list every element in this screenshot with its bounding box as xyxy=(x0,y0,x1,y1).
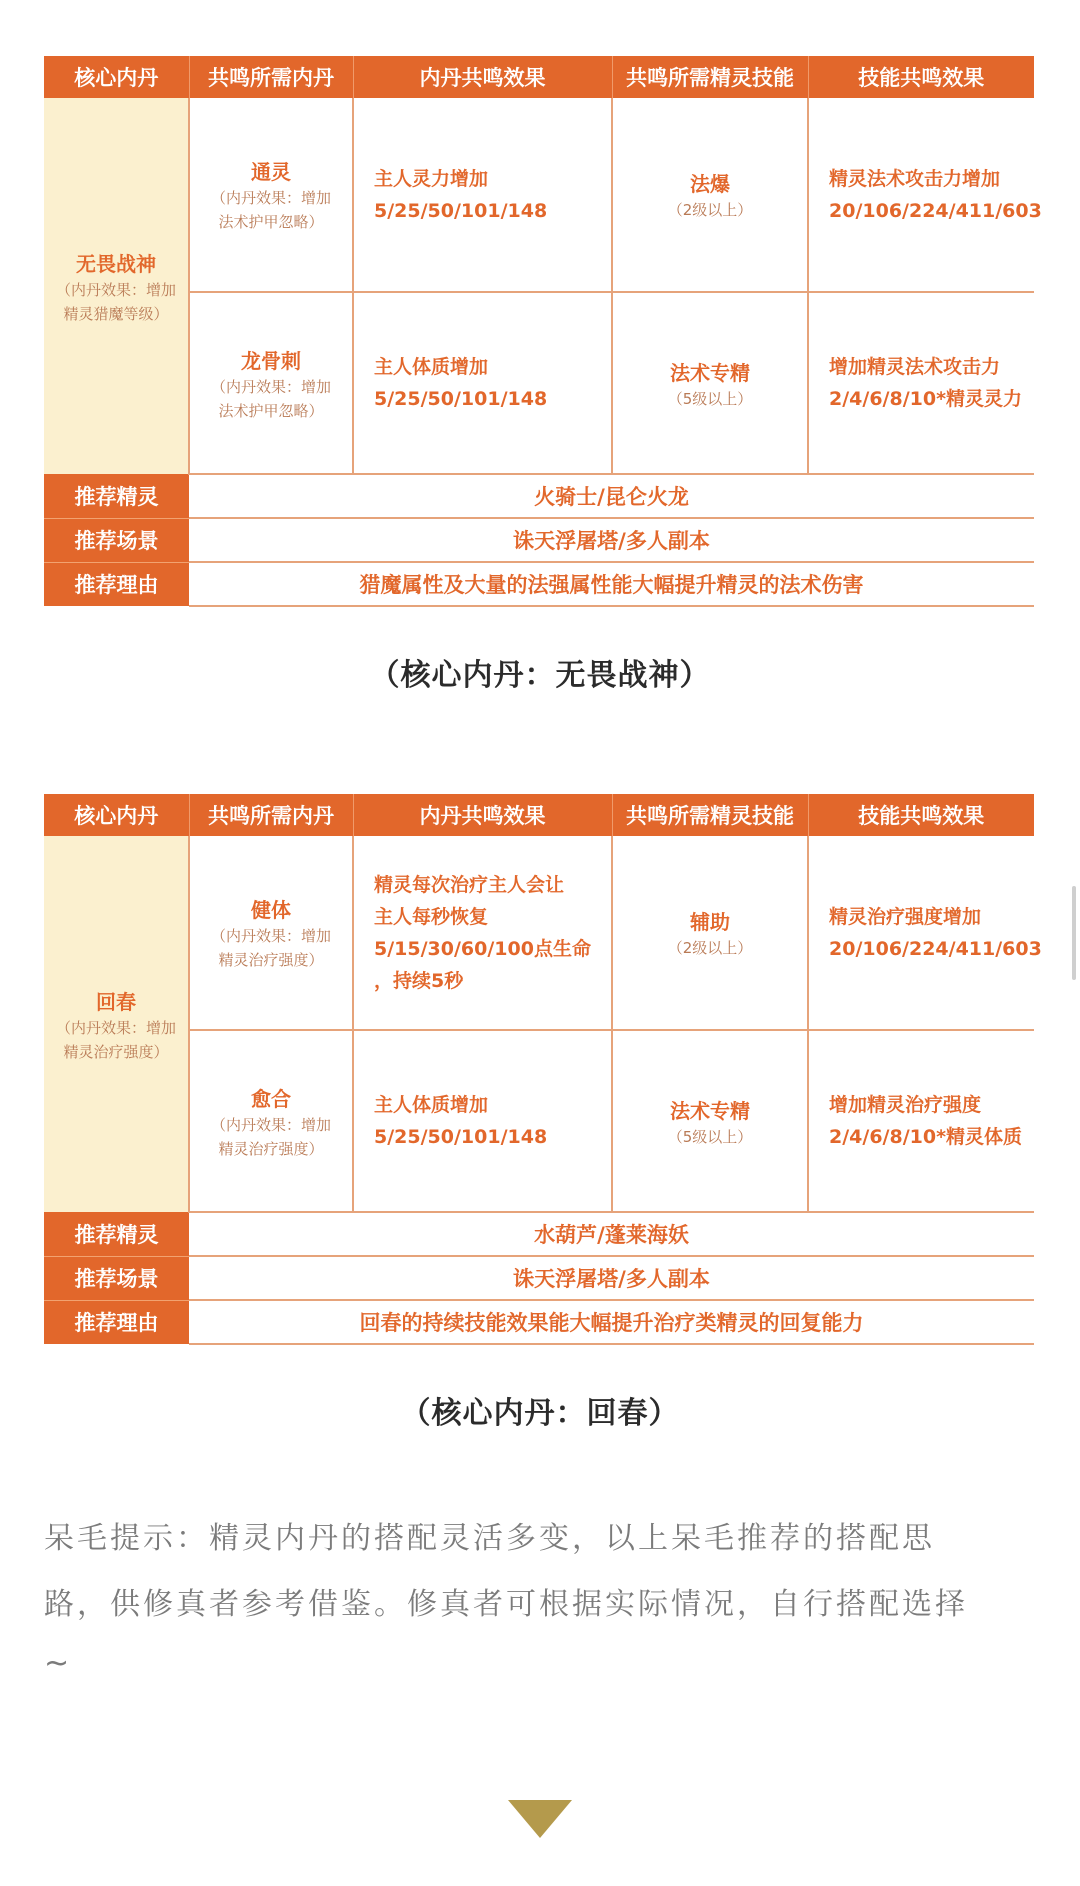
pill-note: （内丹效果：增加 xyxy=(210,189,331,207)
pill-note: 精灵治疗强度） xyxy=(218,951,324,969)
effect-values: 2/4/6/8/10*精灵体质 xyxy=(829,1126,1023,1148)
header-required-pill: 共鸣所需内丹 xyxy=(189,794,353,836)
required-skill-cell xyxy=(612,836,808,1030)
table-row xyxy=(44,292,1034,474)
pill-effect-cell xyxy=(353,836,612,1030)
effect-values: 2/4/6/8/10*精灵灵力 xyxy=(829,388,1023,410)
effect-text: 主人每秒恢复 xyxy=(374,905,489,928)
skill-note: （2级以上） xyxy=(667,939,753,957)
recommend-row xyxy=(44,1300,1034,1344)
effect-text: 精灵每次治疗主人会让 xyxy=(374,873,565,896)
pill-effect-cell xyxy=(353,98,612,292)
skill-note: （5级以上） xyxy=(667,1127,753,1146)
pill-note: 精灵治疗强度） xyxy=(218,1139,324,1158)
recommend-label: 推荐场景 xyxy=(44,518,189,562)
table-header-row xyxy=(44,794,1034,836)
effect-values: 5/25/50/101/148 xyxy=(374,199,548,222)
required-pill-cell xyxy=(189,292,353,474)
pill-name: 健体 xyxy=(251,898,291,922)
required-pill-cell xyxy=(189,98,353,292)
recommend-row xyxy=(44,1256,1034,1300)
effect-text: 主人体质增加 xyxy=(374,356,489,378)
recommend-value: 诛天浮屠塔/多人副本 xyxy=(189,518,1034,562)
core-pill-note: （内丹效果：增加 xyxy=(55,1018,176,1037)
effect-values: 5/25/50/101/148 xyxy=(374,1126,548,1148)
down-triangle-icon xyxy=(508,1800,572,1838)
table-caption: （核心内丹：无畏战神） xyxy=(369,658,711,693)
table-row xyxy=(44,98,1034,292)
header-skill-effect: 技能共鸣效果 xyxy=(808,56,1034,98)
effect-values: 20/106/224/411/603 xyxy=(829,937,1042,960)
effect-values: 5/25/50/101/148 xyxy=(374,388,548,410)
required-skill-cell xyxy=(612,292,808,474)
table-header-row xyxy=(44,56,1034,98)
tip-tilde: ~ xyxy=(44,1646,70,1681)
recommend-value: 诛天浮屠塔/多人副本 xyxy=(189,1256,1034,1300)
effect-values: 5/15/30/60/100点生命 xyxy=(374,937,591,960)
core-pill-note: （内丹效果：增加 xyxy=(55,280,176,299)
core-pill-note: 精灵猎魔等级） xyxy=(63,304,169,323)
pill-effect-cell xyxy=(353,1030,612,1212)
resonance-table-2 xyxy=(44,794,1042,1345)
skill-effect-cell xyxy=(808,98,1042,292)
header-required-skill: 共鸣所需精灵技能 xyxy=(612,794,808,836)
required-pill-cell xyxy=(189,1030,353,1212)
recommend-row xyxy=(44,562,1034,606)
header-pill-effect: 内丹共鸣效果 xyxy=(353,56,612,98)
recommend-row xyxy=(44,518,1034,562)
effect-text: 主人灵力增加 xyxy=(374,167,489,190)
effect-values: 20/106/224/411/603 xyxy=(829,199,1042,222)
effect-text: 主人体质增加 xyxy=(374,1094,489,1116)
skill-note: （5级以上） xyxy=(667,389,753,408)
tip-paragraph xyxy=(44,1506,1034,1638)
header-pill-effect: 内丹共鸣效果 xyxy=(353,794,612,836)
table-row xyxy=(44,1030,1034,1212)
pill-note: （内丹效果：增加 xyxy=(210,377,331,396)
required-skill-cell xyxy=(612,1030,808,1212)
recommend-value: 猎魔属性及大量的法强属性能大幅提升精灵的法术伤害 xyxy=(189,562,1034,606)
core-pill-note: 精灵治疗强度） xyxy=(63,1042,169,1061)
pill-name: 龙骨刺 xyxy=(241,348,301,373)
recommend-row xyxy=(44,474,1034,518)
pill-name: 愈合 xyxy=(251,1086,291,1111)
tip-line: 呆毛提示：精灵内丹的搭配灵活多变，以上呆毛推荐的搭配思 xyxy=(44,1521,935,1556)
header-skill-effect: 技能共鸣效果 xyxy=(808,794,1034,836)
recommend-value: 火骑士/昆仑火龙 xyxy=(189,474,1034,518)
skill-name: 法爆 xyxy=(690,172,730,196)
header-core-pill: 核心内丹 xyxy=(44,794,189,836)
pill-note: （内丹效果：增加 xyxy=(210,927,331,945)
skill-name: 法术专精 xyxy=(670,1098,750,1123)
skill-effect-cell xyxy=(808,1030,1034,1212)
recommend-label: 推荐理由 xyxy=(44,562,189,606)
skill-effect-cell xyxy=(808,836,1042,1030)
recommend-label: 推荐精灵 xyxy=(44,474,189,518)
core-pill-cell xyxy=(44,98,189,474)
header-core-pill: 核心内丹 xyxy=(44,56,189,98)
core-pill-name: 无畏战神 xyxy=(76,251,156,276)
pill-note: 法术护甲忽略） xyxy=(218,213,324,231)
core-pill-cell xyxy=(44,836,189,1212)
table-row xyxy=(44,836,1034,1030)
resonance-table-1 xyxy=(44,56,1042,607)
skill-note: （2级以上） xyxy=(667,201,753,219)
effect-text: ，持续5秒 xyxy=(374,969,464,992)
recommend-label: 推荐场景 xyxy=(44,1256,189,1300)
effect-text: 增加精灵治疗强度 xyxy=(829,1094,982,1116)
table-caption: （核心内丹：回春） xyxy=(400,1396,680,1431)
skill-effect-cell xyxy=(808,292,1034,474)
pill-note: （内丹效果：增加 xyxy=(210,1115,331,1134)
effect-text: 精灵治疗强度增加 xyxy=(829,905,982,928)
recommend-label: 推荐精灵 xyxy=(44,1212,189,1256)
tip-line: 路，供修真者参考借鉴。修真者可根据实际情况，自行搭配选择 xyxy=(44,1587,968,1622)
scrollbar[interactable] xyxy=(1072,886,1076,980)
recommend-value: 回春的持续技能效果能大幅提升治疗类精灵的回复能力 xyxy=(189,1300,1034,1344)
recommend-row xyxy=(44,1212,1034,1256)
recommend-label: 推荐理由 xyxy=(44,1300,189,1344)
required-pill-cell xyxy=(189,836,353,1030)
pill-name: 通灵 xyxy=(251,160,291,184)
required-skill-cell xyxy=(612,98,808,292)
skill-name: 辅助 xyxy=(690,910,730,934)
pill-effect-cell xyxy=(353,292,612,474)
effect-text: 增加精灵法术攻击力 xyxy=(829,356,1001,378)
pill-note: 法术护甲忽略） xyxy=(218,401,324,420)
skill-name: 法术专精 xyxy=(670,360,750,385)
header-required-pill: 共鸣所需内丹 xyxy=(189,56,353,98)
recommend-value: 水葫芦/蓬莱海妖 xyxy=(189,1212,1034,1256)
effect-text: 精灵法术攻击力增加 xyxy=(829,167,1001,190)
core-pill-name: 回春 xyxy=(96,989,136,1014)
header-required-skill: 共鸣所需精灵技能 xyxy=(612,56,808,98)
